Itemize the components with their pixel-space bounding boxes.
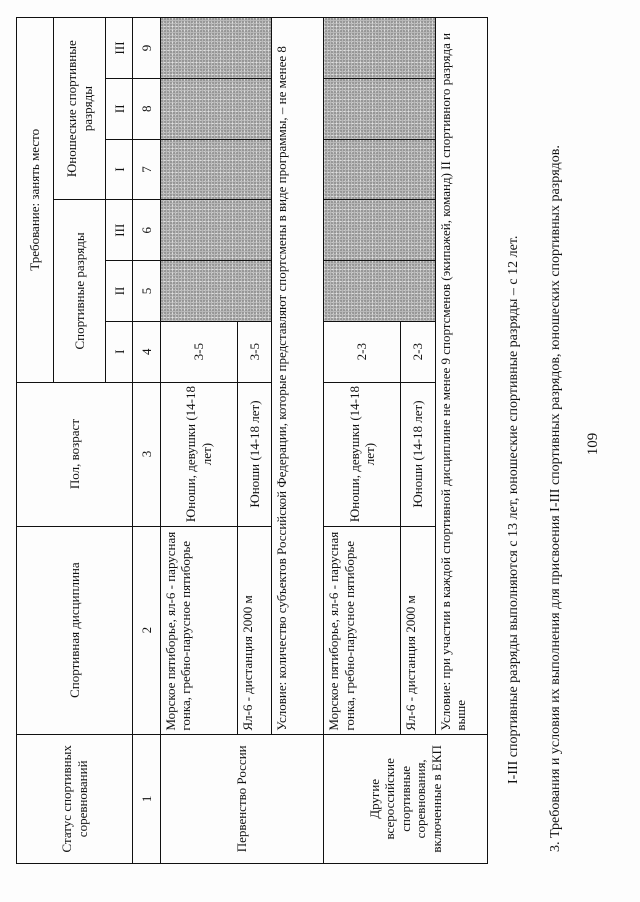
status-cell: Первенство России bbox=[160, 734, 324, 863]
header-status: Статус спортивных соревнований bbox=[17, 734, 133, 863]
table-row bbox=[324, 18, 401, 864]
header-gender-age: Пол, возраст bbox=[17, 382, 133, 526]
table-row bbox=[160, 18, 237, 864]
discipline-cell: Ял-6 - дистанция 2000 м bbox=[401, 526, 436, 734]
place-value-cell: 3-5 bbox=[160, 321, 237, 382]
col-number: 2 bbox=[133, 526, 160, 734]
place-value-cell: 3-5 bbox=[237, 321, 272, 382]
age-requirements-note: I-III спортивные разряды выполняются с 13 лет, юношеские спортивные разряды – с 12 лет. bbox=[506, 235, 521, 784]
rank-II: II bbox=[106, 261, 133, 322]
column-number-row bbox=[133, 18, 160, 864]
gender-age-cell: Юноши (14-18 лет) bbox=[401, 382, 436, 526]
rank-III: III bbox=[106, 200, 133, 261]
youth-rank-II: II bbox=[106, 78, 133, 139]
shaded-cell bbox=[324, 200, 436, 261]
header-youth-ranks: Юношеские спортивные разряды bbox=[54, 18, 106, 200]
gender-age-cell: Юноши, девушки (14-18 лет) bbox=[324, 382, 401, 526]
condition-text: Условие: количество субъектов Российской Федерации, которые представляют спортсмены в виде программы, – не менее 8 bbox=[272, 18, 324, 735]
shaded-cell bbox=[324, 78, 436, 139]
condition-text: Условие: при участии в каждой спортивной дисциплине не менее 9 спортсменов (экипажей, команд) II спортивного разряда и выше bbox=[435, 18, 487, 735]
shaded-cell bbox=[324, 18, 436, 79]
col-number: 7 bbox=[133, 139, 160, 200]
shaded-cell bbox=[324, 261, 436, 322]
shaded-cell bbox=[160, 200, 272, 261]
ranks-requirements-table bbox=[16, 17, 488, 864]
rank-I: I bbox=[106, 321, 133, 382]
col-number: 3 bbox=[133, 382, 160, 526]
shaded-cell bbox=[160, 139, 272, 200]
header-row bbox=[17, 18, 54, 864]
section-heading: 3. Требования и условия их выполнения для присвоения I-III спортивных разрядов, юношеских спортивных разрядов. bbox=[548, 145, 563, 852]
header-requirement: Требование: занять место bbox=[17, 18, 54, 383]
col-number: 1 bbox=[133, 734, 160, 863]
shaded-cell bbox=[160, 18, 272, 79]
discipline-cell: Морское пятиборье, ял-6 - парусная гонка, гребно-парусное пятиборье bbox=[324, 526, 401, 734]
header-sport-ranks: Спортивные разряды bbox=[54, 200, 106, 382]
youth-rank-I: I bbox=[106, 139, 133, 200]
place-value-cell: 2-3 bbox=[401, 321, 436, 382]
discipline-cell: Морское пятиборье, ял-6 - парусная гонка, гребно-парусное пятиборье bbox=[160, 526, 237, 734]
col-number: 6 bbox=[133, 200, 160, 261]
shaded-cell bbox=[160, 261, 272, 322]
col-number: 9 bbox=[133, 18, 160, 79]
discipline-cell: Ял-6 - дистанция 2000 м bbox=[237, 526, 272, 734]
col-number: 8 bbox=[133, 78, 160, 139]
gender-age-cell: Юноши (14-18 лет) bbox=[237, 382, 272, 526]
shaded-cell bbox=[324, 139, 436, 200]
header-discipline: Спортивная дисциплина bbox=[17, 526, 133, 734]
page-number: 109 bbox=[585, 432, 601, 456]
col-number: 4 bbox=[133, 321, 160, 382]
gender-age-cell: Юноши, девушки (14-18 лет) bbox=[160, 382, 237, 526]
shaded-cell bbox=[160, 78, 272, 139]
place-value-cell: 2-3 bbox=[324, 321, 401, 382]
youth-rank-III: III bbox=[106, 18, 133, 79]
col-number: 5 bbox=[133, 261, 160, 322]
status-cell: Другие всероссийские спортивные соревнования, включенные в ЕКП bbox=[324, 734, 488, 863]
